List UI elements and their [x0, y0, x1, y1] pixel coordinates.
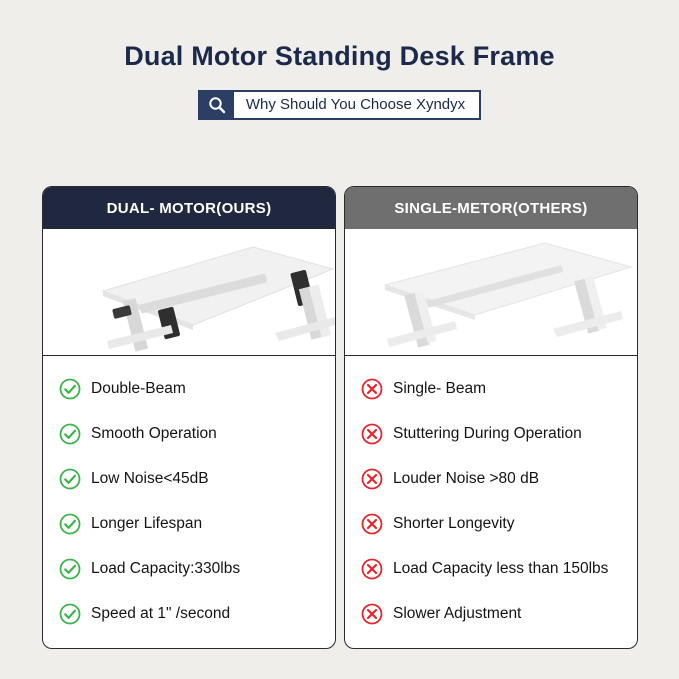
list-item [43, 501, 335, 546]
list-item [345, 591, 637, 636]
list-item [345, 546, 637, 591]
feature-label: Single- Beam [393, 379, 487, 397]
list-item [345, 456, 637, 501]
list-item [345, 501, 637, 546]
feature-label: Louder Noise >80 dB [393, 469, 540, 487]
feature-label: Slower Adjustment [393, 604, 522, 622]
check-icon [59, 378, 81, 400]
subtitle-label: Why Should You Choose Xyndyx [245, 96, 466, 114]
feature-label: Double-Beam [91, 379, 186, 397]
cross-icon [361, 513, 383, 535]
single-motor-desk-frame-photo [345, 229, 637, 356]
feature-list-single [345, 356, 637, 648]
list-item [43, 411, 335, 456]
comparison-table [42, 186, 638, 649]
column-dual-motor [42, 186, 336, 649]
list-item [43, 366, 335, 411]
column-single-motor [344, 186, 638, 649]
cross-icon [361, 423, 383, 445]
dual-motor-desk-frame-photo [43, 229, 335, 356]
feature-label: Load Capacity less than 150lbs [393, 559, 609, 577]
feature-list-dual [43, 356, 335, 648]
feature-label: Smooth Operation [91, 424, 217, 442]
feature-label: Shorter Longevity [393, 514, 515, 532]
list-item [43, 591, 335, 636]
cross-icon [361, 558, 383, 580]
column-heading-single: SINGLE-METOR(OTHERS) [345, 187, 637, 229]
list-item [43, 546, 335, 591]
cross-icon [361, 468, 383, 490]
search-icon [200, 92, 234, 118]
feature-label: Low Noise<45dB [91, 469, 209, 487]
column-heading-dual: DUAL- MOTOR(OURS) [43, 187, 335, 229]
check-icon [59, 603, 81, 625]
check-icon [59, 468, 81, 490]
list-item [43, 456, 335, 501]
list-item [345, 366, 637, 411]
feature-label: Load Capacity:330lbs [91, 559, 241, 577]
subtitle-banner [0, 90, 679, 120]
subtitle-box [198, 90, 481, 120]
page-title: Dual Motor Standing Desk Frame [124, 41, 555, 71]
cross-icon [361, 378, 383, 400]
check-icon [59, 513, 81, 535]
cross-icon [361, 603, 383, 625]
feature-label: Longer Lifespan [91, 514, 203, 532]
check-icon [59, 558, 81, 580]
check-icon [59, 423, 81, 445]
feature-label: Stuttering During Operation [393, 424, 582, 442]
list-item [345, 411, 637, 456]
feature-label: Speed at 1" /second [91, 604, 231, 622]
